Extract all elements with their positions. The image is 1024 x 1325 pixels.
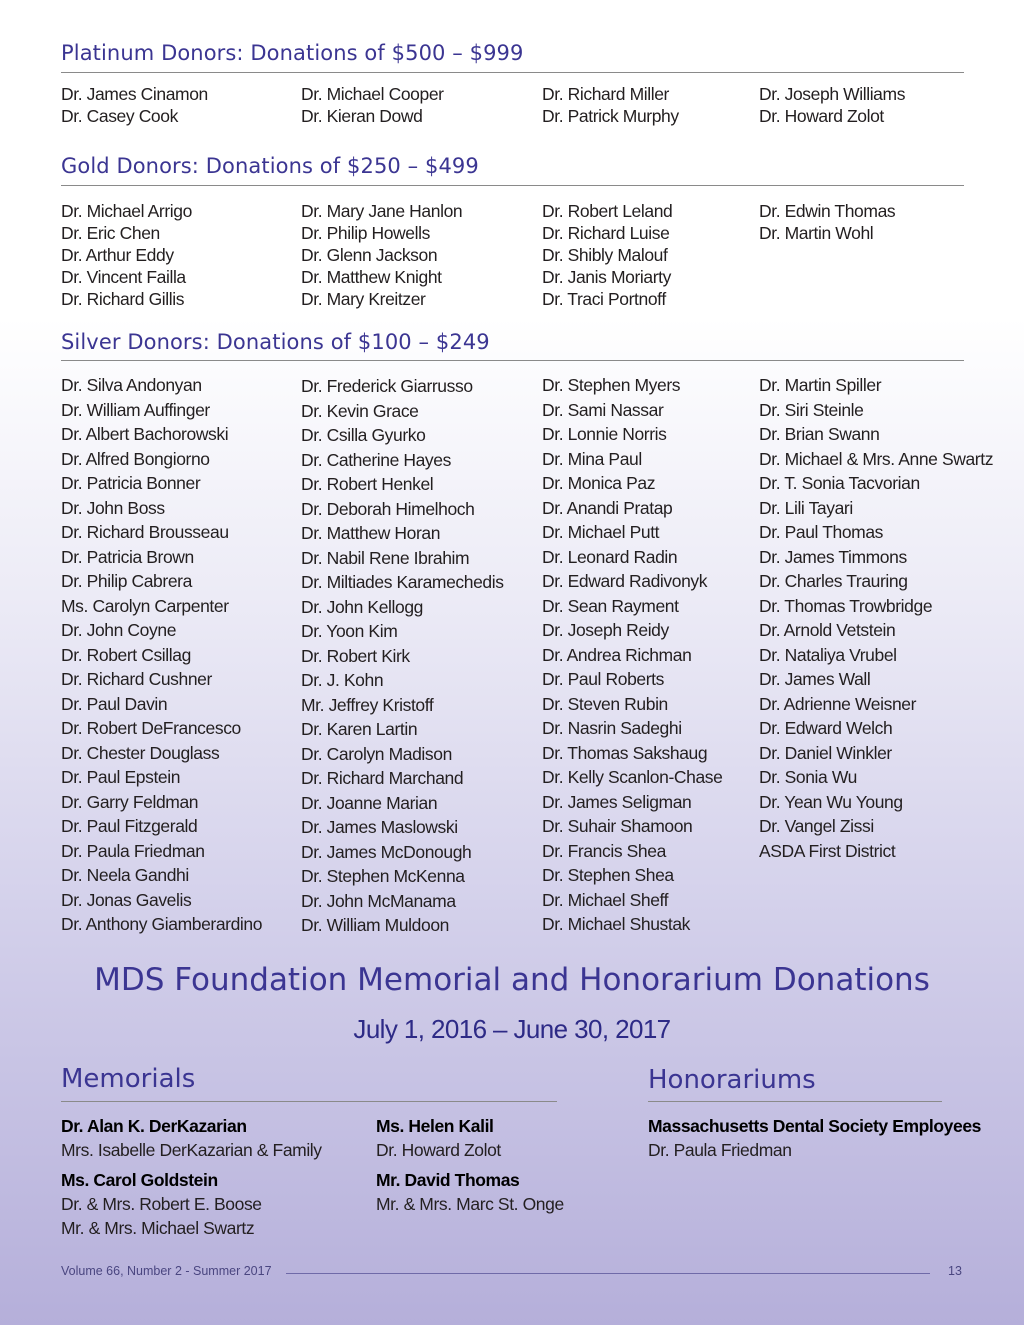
donor-name: Dr. Paul Davin (61, 693, 168, 714)
donor-name: Dr. Anandi Pratap (542, 497, 673, 518)
donor-name: Dr. Brian Swann (759, 424, 880, 444)
donor-name: Dr. John McManama (301, 890, 456, 911)
donor-name: Dr. Csilla Gyurko (301, 425, 426, 445)
platinum-heading: Platinum Donors: Donations of $500 – $999 (61, 41, 524, 65)
silver-column-2 (301, 374, 504, 938)
donor-name: Dr. Joseph Reidy (542, 620, 669, 640)
donor-name: Dr. Janis Moriarty (542, 267, 671, 287)
donor-name: Dr. Chester Douglass (61, 742, 220, 763)
page-number: 13 (948, 1264, 962, 1278)
memorials-heading: Memorials (61, 1064, 196, 1094)
donor-name: Dr. Mina Paul (542, 448, 642, 469)
memorial-donor: Dr. & Mrs. Robert E. Boose (61, 1194, 262, 1214)
donor-name: Dr. Matthew Knight (301, 267, 442, 287)
footer-issue: Volume 66, Number 2 - Summer 2017 (61, 1264, 272, 1278)
donor-name: Dr. James Timmons (759, 546, 907, 567)
memorial-honoree: Ms. Helen Kalil (376, 1116, 494, 1136)
donor-name: Dr. Kelly Scanlon-Chase (542, 767, 723, 787)
donor-name: Dr. Richard Luise (542, 223, 670, 243)
donor-name: Dr. Paul Roberts (542, 669, 664, 689)
donor-name: Dr. Patrick Murphy (542, 106, 679, 126)
donor-name: Dr. John Kellogg (301, 596, 424, 617)
donor-name: Dr. Neela Gandhi (61, 865, 189, 885)
donor-name: Dr. Nabil Rene Ibrahim (301, 547, 470, 568)
donor-name: ASDA First District (759, 840, 896, 861)
donor-name: Dr. Alfred Bongiorno (61, 448, 210, 469)
donor-name: Dr. Richard Brousseau (61, 522, 229, 542)
donor-name: Dr. Kevin Grace (301, 400, 419, 421)
donor-name: Dr. Karen Lartin (301, 719, 418, 739)
donor-name: Dr. James Wall (759, 669, 871, 689)
gold-column-1 (61, 200, 192, 310)
donor-name: Dr. Daniel Winkler (759, 742, 892, 763)
donor-name: Dr. Miltiades Karamechedis (301, 572, 504, 592)
donor-name: Dr. Leonard Radin (542, 546, 678, 567)
honorarium-honoree: Massachusetts Dental Society Employees (648, 1116, 981, 1136)
donor-name: Dr. John Coyne (61, 620, 177, 640)
donor-name: Dr. Michael Cooper (301, 84, 444, 104)
donor-name: Dr. Traci Portnoff (542, 289, 666, 309)
donor-name: Dr. Casey Cook (61, 106, 178, 126)
donor-name: Dr. Edward Radivonyk (542, 571, 708, 591)
donor-name: Dr. Michael & Mrs. Anne Swartz (759, 448, 994, 469)
memorial-entry (376, 1114, 501, 1162)
silver-column-1 (61, 373, 262, 937)
donor-name: Dr. Matthew Horan (301, 523, 441, 543)
donor-name: Dr. Shibly Malouf (542, 245, 668, 265)
donor-name: Dr. Robert DeFrancesco (61, 718, 241, 738)
donor-name: Dr. Thomas Sakshaug (542, 742, 708, 763)
donor-name: Dr. Glenn Jackson (301, 245, 438, 265)
donor-name: Ms. Carolyn Carpenter (61, 595, 229, 616)
donor-name: Dr. Albert Bachorowski (61, 424, 229, 444)
donor-name: Dr. Michael Arrigo (61, 201, 192, 221)
donor-name: Dr. Michael Sheff (542, 889, 669, 910)
memorials-divider (61, 1101, 557, 1102)
donor-name: Dr. Mary Jane Hanlon (301, 201, 463, 221)
donor-name: Dr. Richard Miller (542, 84, 669, 104)
donor-name: Dr. Robert Csillag (61, 644, 191, 665)
gold-column-3 (542, 200, 672, 310)
donor-name: Dr. William Auffinger (61, 399, 210, 420)
donor-name: Dr. Lonnie Norris (542, 424, 667, 444)
donor-name: Dr. J. Kohn (301, 670, 384, 690)
donor-name: Dr. Deborah Himelhoch (301, 498, 475, 519)
donor-name: Dr. Joanne Marian (301, 792, 438, 813)
donor-name: Dr. Paul Fitzgerald (61, 816, 198, 836)
donor-name: Dr. John Boss (61, 497, 165, 518)
memorial-donor: Mr. & Mrs. Marc St. Onge (376, 1194, 564, 1214)
donor-name: Dr. Vangel Zissi (759, 816, 874, 836)
platinum-divider (61, 72, 964, 73)
donor-name: Dr. Carolyn Madison (301, 743, 452, 764)
memorial-donor: Mrs. Isabelle DerKazarian & Family (61, 1140, 322, 1160)
platinum-column-2 (301, 83, 444, 127)
donor-name: Dr. Francis Shea (542, 840, 666, 861)
donor-name: Dr. Siri Steinle (759, 399, 864, 420)
silver-heading: Silver Donors: Donations of $100 – $249 (61, 330, 490, 354)
donor-name: Dr. T. Sonia Tacvorian (759, 473, 920, 493)
donor-name: Dr. Sean Rayment (542, 595, 679, 616)
donor-name: Dr. Thomas Trowbridge (759, 595, 933, 616)
donor-name: Dr. Richard Marchand (301, 768, 464, 788)
donor-name: Dr. Robert Henkel (301, 474, 434, 494)
memorial-honoree: Dr. Alan K. DerKazarian (61, 1116, 247, 1136)
donor-name: Dr. Paul Thomas (759, 522, 884, 542)
donor-name: Dr. Michael Putt (542, 522, 660, 542)
donor-name: Dr. Vincent Failla (61, 267, 186, 287)
memorial-date-range: July 1, 2016 – June 30, 2017 (353, 1014, 671, 1044)
memorial-entry (61, 1168, 262, 1240)
donor-name: Dr. Martin Spiller (759, 375, 882, 395)
donor-name: Dr. Sonia Wu (759, 767, 857, 787)
platinum-column-4 (759, 83, 905, 127)
donor-name: Dr. Stephen McKenna (301, 866, 465, 886)
memorial-honoree: Ms. Carol Goldstein (61, 1170, 218, 1190)
donor-name: Dr. Frederick Giarrusso (301, 376, 473, 396)
memorial-entry (61, 1114, 322, 1162)
donor-name: Dr. Garry Feldman (61, 791, 199, 812)
donor-name: Dr. Robert Leland (542, 201, 673, 221)
honorariums-heading: Honorariums (648, 1065, 816, 1095)
donor-name: Dr. Catherine Hayes (301, 449, 451, 470)
donor-name: Dr. Charles Trauring (759, 571, 908, 591)
donor-name: Dr. Joseph Williams (759, 84, 906, 104)
donor-name: Dr. Suhair Shamoon (542, 816, 693, 836)
donor-name: Dr. Edward Welch (759, 718, 893, 738)
donor-name: Dr. Richard Gillis (61, 289, 185, 309)
silver-divider (61, 360, 964, 361)
donor-name: Dr. Adrienne Weisner (759, 693, 917, 714)
donor-name: Dr. Edwin Thomas (759, 201, 896, 221)
donor-name: Dr. William Muldoon (301, 915, 449, 935)
footer-divider (286, 1273, 930, 1274)
gold-column-4 (759, 200, 895, 244)
honorariums-divider (648, 1101, 942, 1102)
donor-name: Mr. Jeffrey Kristoff (301, 694, 434, 715)
donor-name: Dr. Howard Zolot (759, 106, 884, 126)
donor-name: Dr. Anthony Giamberardino (61, 914, 263, 934)
memorial-donor: Mr. & Mrs. Michael Swartz (61, 1218, 255, 1238)
gold-divider (61, 185, 964, 186)
donor-name: Dr. Yoon Kim (301, 621, 398, 641)
donor-name: Dr. Eric Chen (61, 223, 160, 243)
donor-name: Dr. James Maslowski (301, 817, 458, 837)
gold-heading: Gold Donors: Donations of $250 – $499 (61, 154, 479, 178)
donor-name: Dr. James Seligman (542, 791, 692, 812)
donor-name: Dr. Yean Wu Young (759, 791, 903, 812)
donor-name: Dr. Patricia Bonner (61, 473, 201, 493)
platinum-column-3 (542, 83, 679, 127)
donor-name: Dr. Monica Paz (542, 473, 656, 493)
memorial-donor: Dr. Howard Zolot (376, 1140, 501, 1160)
donor-name: Dr. Silva Andonyan (61, 375, 202, 395)
silver-column-4 (759, 373, 993, 863)
donor-name: Dr. Patricia Brown (61, 546, 194, 567)
donor-name: Dr. Lili Tayari (759, 497, 853, 518)
donor-name: Dr. James McDonough (301, 841, 472, 862)
donor-name: Dr. Philip Howells (301, 223, 430, 243)
donor-name: Dr. Arthur Eddy (61, 245, 174, 265)
donor-name: Dr. Paula Friedman (61, 840, 205, 861)
donor-name: Dr. Stephen Myers (542, 375, 681, 395)
honorarium-donor: Dr. Paula Friedman (648, 1140, 792, 1160)
honorarium-entry (648, 1114, 981, 1162)
donor-name: Dr. Sami Nassar (542, 399, 664, 420)
donor-name: Dr. Richard Cushner (61, 669, 212, 689)
memorial-section-title: MDS Foundation Memorial and Honorarium Donations (94, 962, 930, 998)
donor-name: Dr. Nataliya Vrubel (759, 644, 897, 665)
donor-name: Dr. Philip Cabrera (61, 571, 192, 591)
gold-column-2 (301, 200, 462, 310)
donor-name: Dr. Martin Wohl (759, 223, 874, 243)
donor-name: Dr. Kieran Dowd (301, 106, 423, 126)
donor-name: Dr. Nasrin Sadeghi (542, 718, 682, 738)
donor-name: Dr. Stephen Shea (542, 865, 674, 885)
donor-name: Dr. Michael Shustak (542, 914, 691, 934)
memorial-honoree: Mr. David Thomas (376, 1170, 520, 1190)
donor-name: Dr. Andrea Richman (542, 644, 692, 665)
donor-name: Dr. Robert Kirk (301, 645, 410, 666)
platinum-column-1 (61, 83, 208, 127)
silver-column-3 (542, 373, 722, 937)
donor-name: Dr. Steven Rubin (542, 693, 668, 714)
memorial-entry (376, 1168, 564, 1216)
donor-name: Dr. Paul Epstein (61, 767, 181, 787)
donor-name: Dr. Arnold Vetstein (759, 620, 896, 640)
donor-name: Dr. Jonas Gavelis (61, 889, 192, 910)
donor-name: Dr. James Cinamon (61, 84, 208, 104)
donor-name: Dr. Mary Kreitzer (301, 289, 426, 309)
